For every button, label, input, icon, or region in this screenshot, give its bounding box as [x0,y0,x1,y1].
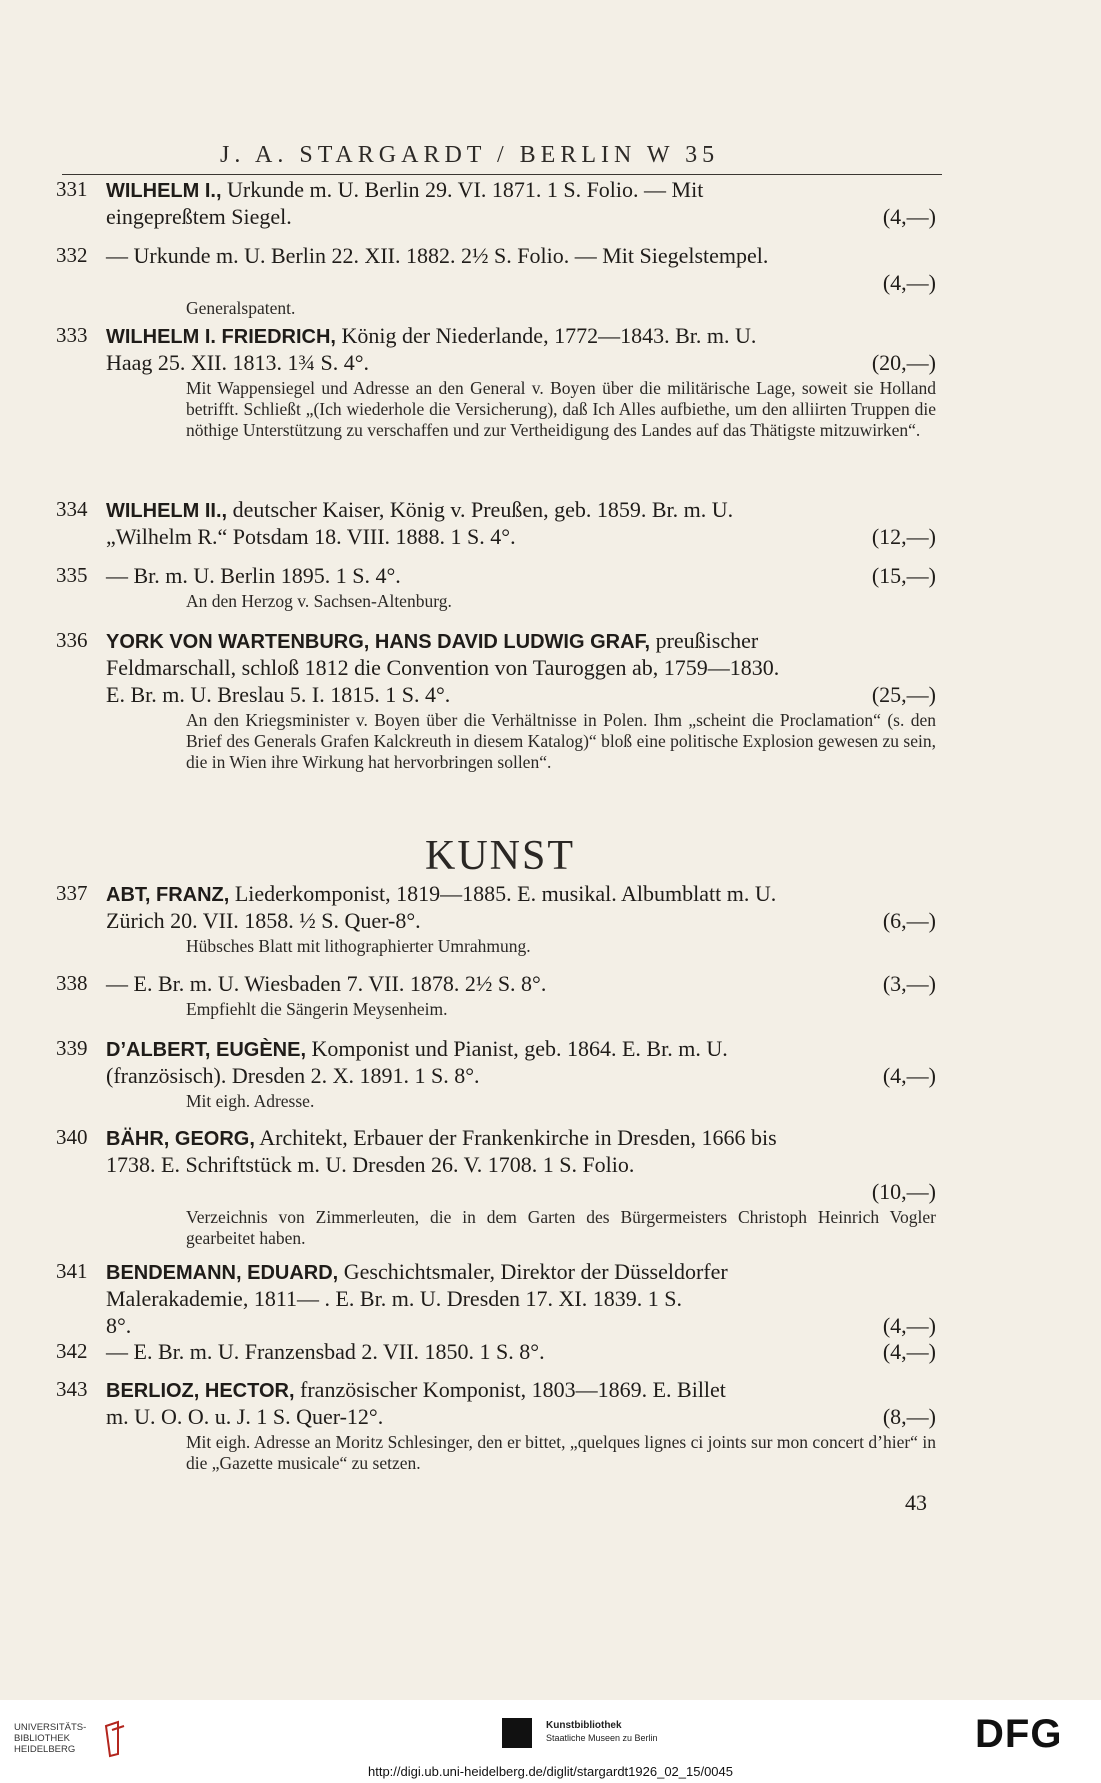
ub-heidelberg-text [14,1722,86,1755]
dfg-logo: DFG [975,1712,1063,1756]
entry-name: YORK VON WARTENBURG, HANS DAVID LUDWIG GRAF, [106,631,651,653]
ub-line: UNIVERSITÄTS- [14,1722,87,1733]
catalog-entry [56,627,936,773]
entry-line [106,1403,936,1430]
entry-number: 342 [56,1339,88,1363]
ub-logo-icon [102,1720,126,1758]
entry-line [106,1062,936,1089]
catalog-entry [56,1258,936,1339]
catalog-entry [56,970,936,1020]
entry-line [106,269,936,296]
entry-text: — Br. m. U. Berlin 1895. 1 S. 4°. [106,563,401,588]
entry-body [106,322,936,376]
entry-text: Feldmarschall, schloß 1812 die Convention von Tauroggen ab, 1759—1830. [106,655,780,680]
entry-note: Mit eigh. Adresse an Moritz Schlesinger, den er bittet, „quelques lignes ci joints sur mon concert d’hier“ in die „Gazette musicale“ zu setzen. [186,1432,936,1473]
catalog-entry [56,242,936,319]
entry-line [106,1285,936,1312]
entry-text: — Urkunde m. U. Berlin 22. XII. 1882. 2½ S. Folio. — Mit Siegelstempel. [106,243,769,268]
entry-text: 8°. [106,1313,132,1338]
entry-line [106,1151,936,1178]
entry-line [106,1178,936,1205]
entry-note: Generalspatent. [186,298,296,318]
entry-price: (25,—) [871,682,936,707]
catalog-entry [56,1376,936,1474]
entry-text: m. U. O. O. u. J. 1 S. Quer-12°. [106,1404,384,1429]
entry-text: Urkunde m. U. Berlin 29. VI. 1871. 1 S. Folio. — Mit [221,177,704,202]
entry-note: An den Kriegsminister v. Boyen über die Verhältnisse in Polen. Ihm „scheint die Proclamation“ (s. den Brief des Generals Grafen Kalckreuth in diesem Katalog)“ bloß eine politische Explosion gewesen zu sein, die in Wien ihre Wirkung hat hervorbringen sollen“. [186,710,936,772]
kunstbibliothek-logo-icon [502,1718,532,1748]
entry-number: 343 [56,1377,88,1401]
entry-text: „Wilhelm R.“ Potsdam 18. VIII. 1888. 1 S. 4°. [106,524,516,549]
entry-price: (8,—) [882,1404,936,1429]
entry-note: Mit Wappensiegel und Adresse an den General v. Boyen über die militärische Lage, soweit sie Holland betrifft. Schließt „(Ich wiederhole die Versicherung), daß Ich Alles aufbiethe, um den alliirten Truppen die nöthige Unterstützung zu verschaffen und zur Vertheidigung des Landes auf das Thätigste mitzuwirken“. [186,378,936,440]
entry-body [106,627,936,708]
entry-name: BENDEMANN, EDUARD, [106,1262,339,1284]
entry-body [106,1376,936,1430]
entry-number: 333 [56,323,88,347]
entry-price: (4,—) [882,204,936,229]
entry-note: Hübsches Blatt mit lithographierter Umrahmung. [186,936,531,956]
entry-body [106,562,936,589]
entry-text: E. Br. m. U. Breslau 5. I. 1815. 1 S. 4°. [106,682,451,707]
catalog-entry [56,1124,936,1249]
entry-number: 341 [56,1259,88,1283]
entry-line [106,654,936,681]
entry-line [106,523,936,550]
entry-price: (10,—) [871,1179,936,1204]
section-title: KUNST [424,833,575,879]
entry-price: (4,—) [882,1063,936,1088]
running-header: J. A. STARGARDT / BERLIN W 35 [220,142,720,168]
entry-note: Verzeichnis von Zimmerleuten, die in dem Garten des Bürgermeisters Christoph Heinrich Vogler gearbeitet haben. [186,1207,936,1248]
entry-price: (12,—) [871,524,936,549]
entry-line [106,203,936,230]
ub-line: BIBLIOTHEK [14,1733,70,1744]
entry-price: (4,—) [882,270,936,295]
entry-text: Malerakademie, 1811— . E. Br. m. U. Dresden 17. XI. 1839. 1 S. [106,1286,682,1311]
entry-price: (20,—) [871,350,936,375]
entry-text: Geschichtsmaler, Direktor der Düsseldorfer [338,1259,728,1284]
catalog-entry [56,1338,936,1365]
entry-line [106,627,936,654]
entry-text: Liederkomponist, 1819—1885. E. musikal. Albumblatt m. U. [229,881,777,906]
entry-number: 335 [56,563,88,587]
entry-line [106,176,936,203]
entry-note: An den Herzog v. Sachsen-Altenburg. [186,591,452,611]
entry-body [106,1035,936,1089]
entry-name: WILHELM II., [106,500,228,522]
entry-line [106,1124,936,1151]
entry-line [106,1376,936,1403]
entry-number: 334 [56,497,88,521]
entry-line [106,1312,936,1339]
entry-price: (6,—) [882,908,936,933]
entry-body [106,176,936,230]
entry-line [106,1338,936,1365]
entry-body [106,496,936,550]
entry-text: König der Niederlande, 1772—1843. Br. m. U. [335,323,757,348]
entry-text: Architekt, Erbauer der Frankenkirche in Dresden, 1666 bis [254,1125,777,1150]
entry-text: Haag 25. XII. 1813. 1¾ S. 4°. [106,350,369,375]
entry-line [106,322,936,349]
entry-line [106,562,936,589]
source-url[interactable]: http://digi.ub.uni-heidelberg.de/diglit/stargardt1926_02_15/0045 [368,1764,733,1779]
catalog-entry [56,1035,936,1112]
entry-text: preußischer [650,628,759,653]
entry-line [106,907,936,934]
entry-text: — E. Br. m. U. Franzensbad 2. VII. 1850. 1 S. 8°. [106,1339,545,1364]
entry-price: (4,—) [882,1313,936,1338]
entry-number: 331 [56,177,88,201]
entry-number: 339 [56,1036,88,1060]
entry-body [106,970,936,997]
ub-line: HEIDELBERG [14,1744,76,1755]
entry-body [106,1124,936,1205]
entry-line [106,1035,936,1062]
entry-text: eingepreßtem Siegel. [106,204,292,229]
entry-line [106,349,936,376]
catalog-entry [56,496,936,550]
entry-line [106,970,936,997]
catalog-entry [56,322,936,441]
entry-line [106,880,936,907]
entry-text: Zürich 20. VII. 1858. ½ S. Quer-8°. [106,908,421,933]
entry-line [106,1258,936,1285]
entry-number: 337 [56,881,88,905]
entry-text: 1738. E. Schriftstück m. U. Dresden 26. V. 1708. 1 S. Folio. [106,1152,635,1177]
kunstbibliothek-text [546,1719,658,1744]
entry-price: (3,—) [882,971,936,996]
entry-number: 338 [56,971,88,995]
entry-text: Komponist und Pianist, geb. 1864. E. Br. m. U. [306,1036,728,1061]
entry-body [106,1258,936,1339]
catalog-entry [56,880,936,957]
entry-price: (15,—) [871,563,936,588]
entry-line [106,496,936,523]
entry-body [106,880,936,934]
entry-number: 336 [56,628,88,652]
entry-note: Mit eigh. Adresse. [186,1091,315,1111]
kb-name: Kunstbibliothek [546,1720,622,1731]
entry-note: Empfiehlt die Sängerin Meysenheim. [186,999,448,1019]
entry-line [106,242,936,269]
kb-sub: Staatliche Museen zu Berlin [546,1733,658,1743]
entry-name: ABT, FRANZ, [106,884,230,906]
entry-number: 340 [56,1125,88,1149]
entry-number: 332 [56,243,88,267]
entry-name: WILHELM I., [106,180,222,202]
entry-name: WILHELM I. FRIEDRICH, [106,326,336,348]
catalog-entry [56,562,936,612]
catalog-entry [56,176,936,230]
entry-body [106,1338,936,1365]
entry-name: D’ALBERT, EUGÈNE, [106,1039,307,1061]
entry-price: (4,—) [882,1339,936,1364]
entry-body [106,242,936,296]
page-number: 43 [905,1490,927,1515]
header-rule [62,174,942,175]
entry-name: BÄHR, GEORG, [106,1128,255,1150]
entry-text: — E. Br. m. U. Wiesbaden 7. VII. 1878. 2½ S. 8°. [106,971,547,996]
entry-name: BERLIOZ, HECTOR, [106,1380,295,1402]
entry-text: deutscher Kaiser, König v. Preußen, geb. 1859. Br. m. U. [227,497,734,522]
entry-text: französischer Komponist, 1803—1869. E. Billet [294,1377,726,1402]
entry-text: (französisch). Dresden 2. X. 1891. 1 S. 8°. [106,1063,480,1088]
entry-line [106,681,936,708]
